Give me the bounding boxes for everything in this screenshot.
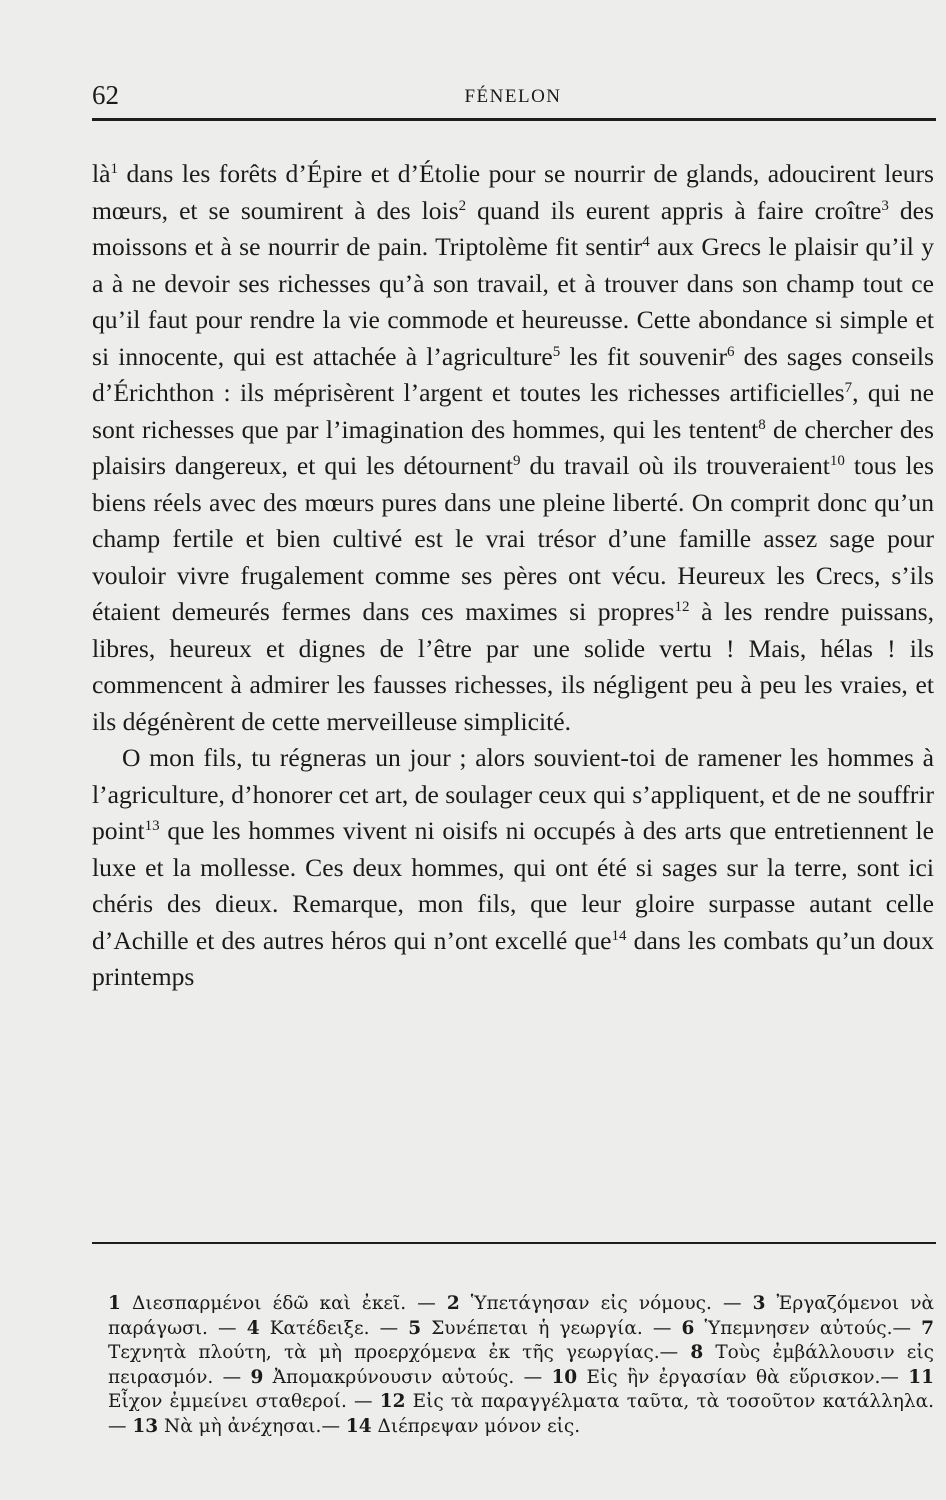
footnote-text: Εἰς τὰ παραγγέλματα ταῦτα, τὰ τοσοῦτον κατάλληλα.— — [108, 1391, 934, 1437]
footnote-marker: 14 — [611, 927, 627, 944]
footnote-marker: 1 — [110, 161, 118, 177]
footnote-number: 8 — [690, 1342, 704, 1364]
footnote-marker: 2 — [458, 197, 467, 214]
footnote-number: 3 — [752, 1293, 766, 1314]
running-title: FÉNELON — [464, 86, 562, 107]
header-rule — [92, 118, 936, 121]
footnote-number: 11 — [908, 1366, 934, 1388]
footnote-number: 6 — [681, 1317, 695, 1339]
footnote-text: Ἀπομακρύνουσιν αὐτούς. — — [263, 1366, 552, 1388]
text-run: là — [92, 159, 111, 188]
footnote-marker: 6 — [727, 343, 735, 360]
footnotes — [108, 1292, 934, 1440]
footnote-number: 1 — [108, 1293, 121, 1314]
footnote-number: 2 — [446, 1293, 460, 1314]
text-run: que les hommes vivent ni oisifs ni occupés à des arts que entretiennent le luxe et la mollesse. Ces deux hommes, qui ont été si sages sur la terre, sont ici chéris des dieux. Remarque, mon fils, que leur gloire surpasse autant celle d’Achille et des autres héros qui n’ont excellé que — [92, 816, 934, 955]
text-run: aux Grecs le plaisir qu’il y a à ne devoir ses richesses qu’à son travail, et à trouver dans son champ tout ce qu’il faut pour rendre la vie commode et heureusse. Cette abondance si simple et si innocente, qui est attachée à l’agriculture — [92, 232, 934, 371]
footnote-rule — [92, 1242, 936, 1244]
body-paragraph — [92, 156, 934, 740]
footnote-marker: 5 — [552, 343, 561, 360]
footnote-text: Τοὺς ἐμβάλλουσιν εἰς πειρασμόν. — — [108, 1342, 935, 1388]
page-number: 62 — [92, 80, 119, 110]
footnote-marker: 13 — [144, 818, 160, 834]
footnote-number: 10 — [551, 1366, 578, 1388]
text-run: dans les forêts d’Épire et d’Étolie pour se nourrir de glands, adoucirent leurs mœurs, et se soumirent à des lois — [92, 159, 934, 225]
text-run: les fit souvenir — [560, 341, 727, 371]
footnote-number: 7 — [921, 1317, 935, 1339]
footnote-paragraph — [108, 1292, 934, 1440]
text-run: O mon fils, tu régneras un jour ; alors souvient-toi de ramener les hommes à l’agriculture, d’honorer cet art, de soulager ceux qui s’appliquent, et de ne souffrir point — [92, 743, 934, 845]
text-run: tous les biens réels avec des mœurs pures dans une pleine liberté. On comprit donc qu’un champ fertile et bien cultivé est le vrai trésor d’une famille assez sage pour vouloir vivre frugalement comme ses pères ont vécu. Heureux les Crecs, s’ils étaient demeurés fermes dans ces maximes si propres — [92, 451, 934, 626]
footnote-text: Εἰς ἣν ἐργασίαν θὰ εὕρισκον.— — [577, 1366, 909, 1388]
footnote-number: 4 — [246, 1317, 260, 1339]
footnote-text: Συνέπεται ἡ γεωργία. — — [421, 1317, 682, 1339]
text-run: dans les combats qu’un doux printemps — [92, 925, 934, 991]
text-run: du travail où ils trouveraient — [520, 451, 830, 480]
footnote-number: 12 — [379, 1391, 406, 1413]
footnote-number: 5 — [408, 1317, 422, 1339]
footnote-text: Τεχνητὰ πλούτη, τὰ μὴ προερχόμενα ἐκ τῆς γεωργίας.— — [108, 1342, 679, 1364]
text-run: des sages conseils d’Érichthon : ils méprisèrent l’argent et toutes les richesses artificielles — [92, 341, 934, 407]
footnote-marker: 9 — [512, 453, 521, 469]
body-paragraph — [92, 740, 934, 996]
text-run: de chercher des plaisirs dangereux, et qui les détournent — [92, 414, 934, 480]
text-run: des moissons et à se nourrir de pain. Triptolème fit sentir — [92, 195, 934, 261]
footnote-number: 9 — [250, 1366, 264, 1388]
footnote-text: Νὰ μὴ ἀνέχησαι.— — [158, 1415, 340, 1437]
footnote-marker: 10 — [829, 453, 845, 469]
footnote-text: Ἐργαζόμενοι νὰ παράγωσι. — — [108, 1293, 934, 1339]
footnote-marker: 3 — [881, 197, 889, 214]
footnote-marker: 8 — [758, 416, 766, 433]
text-run: à les rendre puissans, libres, heureux et dignes de l’être par une solide vertu ! Mais, hélas ! ils commencent à admirer les fausses richesses, ils négligent peu à peu les vraies, et ils dégénèrent de cette merveilleuse simplicité. — [92, 597, 934, 736]
footnote-text: Ὑπεμνησεν αὐτούς.— — [694, 1317, 922, 1339]
footnote-number: 13 — [132, 1415, 159, 1437]
footnote-text: Διέπρεψαν μόνον εἰς. — [371, 1415, 581, 1437]
footnote-marker: 4 — [642, 234, 650, 250]
footnote-text: Ὑπετάγησαν εἰς νόμους. — — [459, 1293, 753, 1314]
footnote-marker: 7 — [844, 380, 853, 396]
footnote-number: 14 — [345, 1415, 372, 1437]
main-text — [92, 156, 934, 996]
footnote-text: Εἶχον ἐμμείνει σταθεροί. — — [108, 1391, 380, 1413]
text-run: quand ils eurent appris à faire croître — [466, 195, 882, 225]
page-header — [92, 80, 934, 116]
text-run: , qui ne sont richesses que par l’imagination des hommes, qui les tentent — [92, 378, 934, 444]
footnote-text: Κατέδειξε. — — [259, 1317, 409, 1339]
footnote-text: Διεσπαρμένοι έδῶ καὶ ἐκεῖ. — — [120, 1293, 447, 1314]
footnote-marker: 12 — [674, 599, 690, 615]
